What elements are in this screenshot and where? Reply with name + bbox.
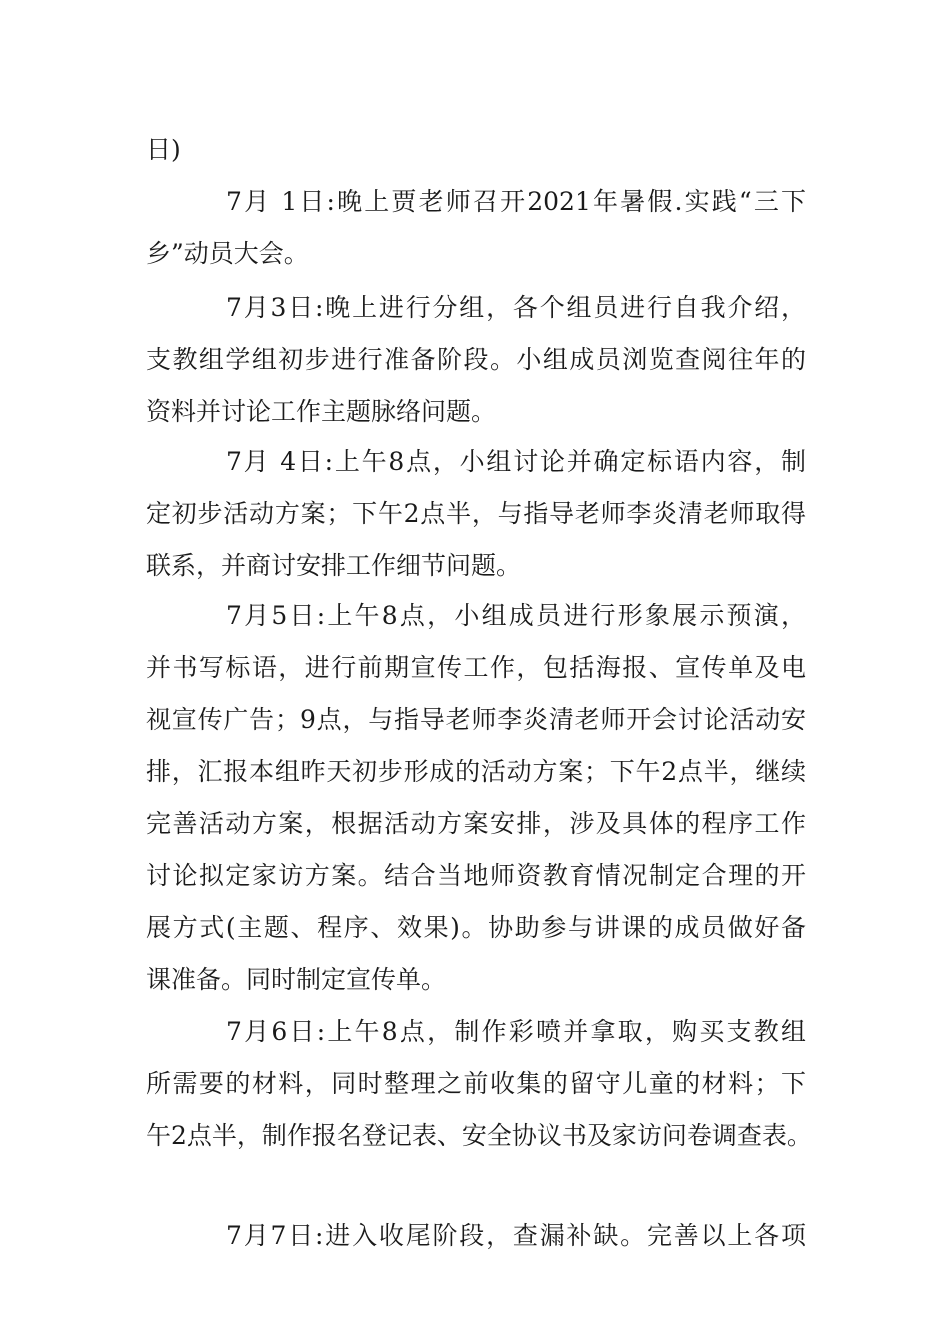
text-line: 展方式(主题、程序、效果)。协助参与讲课的成员做好备 <box>146 913 806 942</box>
paragraph-first-line: 7月6日:上午8点，制作彩喷并拿取，购买支教组 <box>226 1017 806 1046</box>
paragraph-first-line: 7月3日:晚上进行分组，各个组员进行自我介绍， <box>226 293 806 322</box>
text-line: 所需要的材料，同时整理之前收集的留守儿童的材料；下 <box>146 1069 806 1098</box>
paragraph-first-line: 7月7日:进入收尾阶段，查漏补缺。完善以上各项 <box>226 1221 806 1250</box>
text-line: 午2点半，制作报名登记表、安全协议书及家访问卷调查表。 <box>146 1121 812 1150</box>
text-line: 视宣传广告；9点，与指导老师李炎清老师开会讨论活动安 <box>146 705 806 734</box>
text-line: 排，汇报本组昨天初步形成的活动方案；下午2点半，继续 <box>146 757 806 786</box>
text-line: 联系，并商讨安排工作细节问题。 <box>146 551 522 580</box>
text-line: 课准备。同时制定宣传单。 <box>146 965 447 994</box>
text-line: 完善活动方案，根据活动方案安排，涉及具体的程序工作 <box>146 809 806 838</box>
text-line: 支教组学组初步进行准备阶段。小组成员浏览查阅往年的 <box>146 345 806 374</box>
text-line: 日) <box>146 135 181 164</box>
text-line: 并书写标语，进行前期宣传工作，包括海报、宣传单及电 <box>146 653 806 682</box>
text-line: 定初步活动方案；下午2点半，与指导老师李炎清老师取得 <box>146 499 806 528</box>
text-line: 乡”动员大会。 <box>146 239 309 268</box>
paragraph-first-line: 7月 4日:上午8点，小组讨论并确定标语内容，制 <box>226 447 806 476</box>
text-line: 资料并讨论工作主题脉络问题。 <box>146 397 497 426</box>
paragraph-first-line: 7月5日:上午8点，小组成员进行形象展示预演， <box>226 601 806 630</box>
paragraph-first-line: 7月 1日:晚上贾老师召开2021年暑假.实践“三下 <box>226 187 806 216</box>
text-line: 讨论拟定家访方案。结合当地师资教育情况制定合理的开 <box>146 861 806 890</box>
